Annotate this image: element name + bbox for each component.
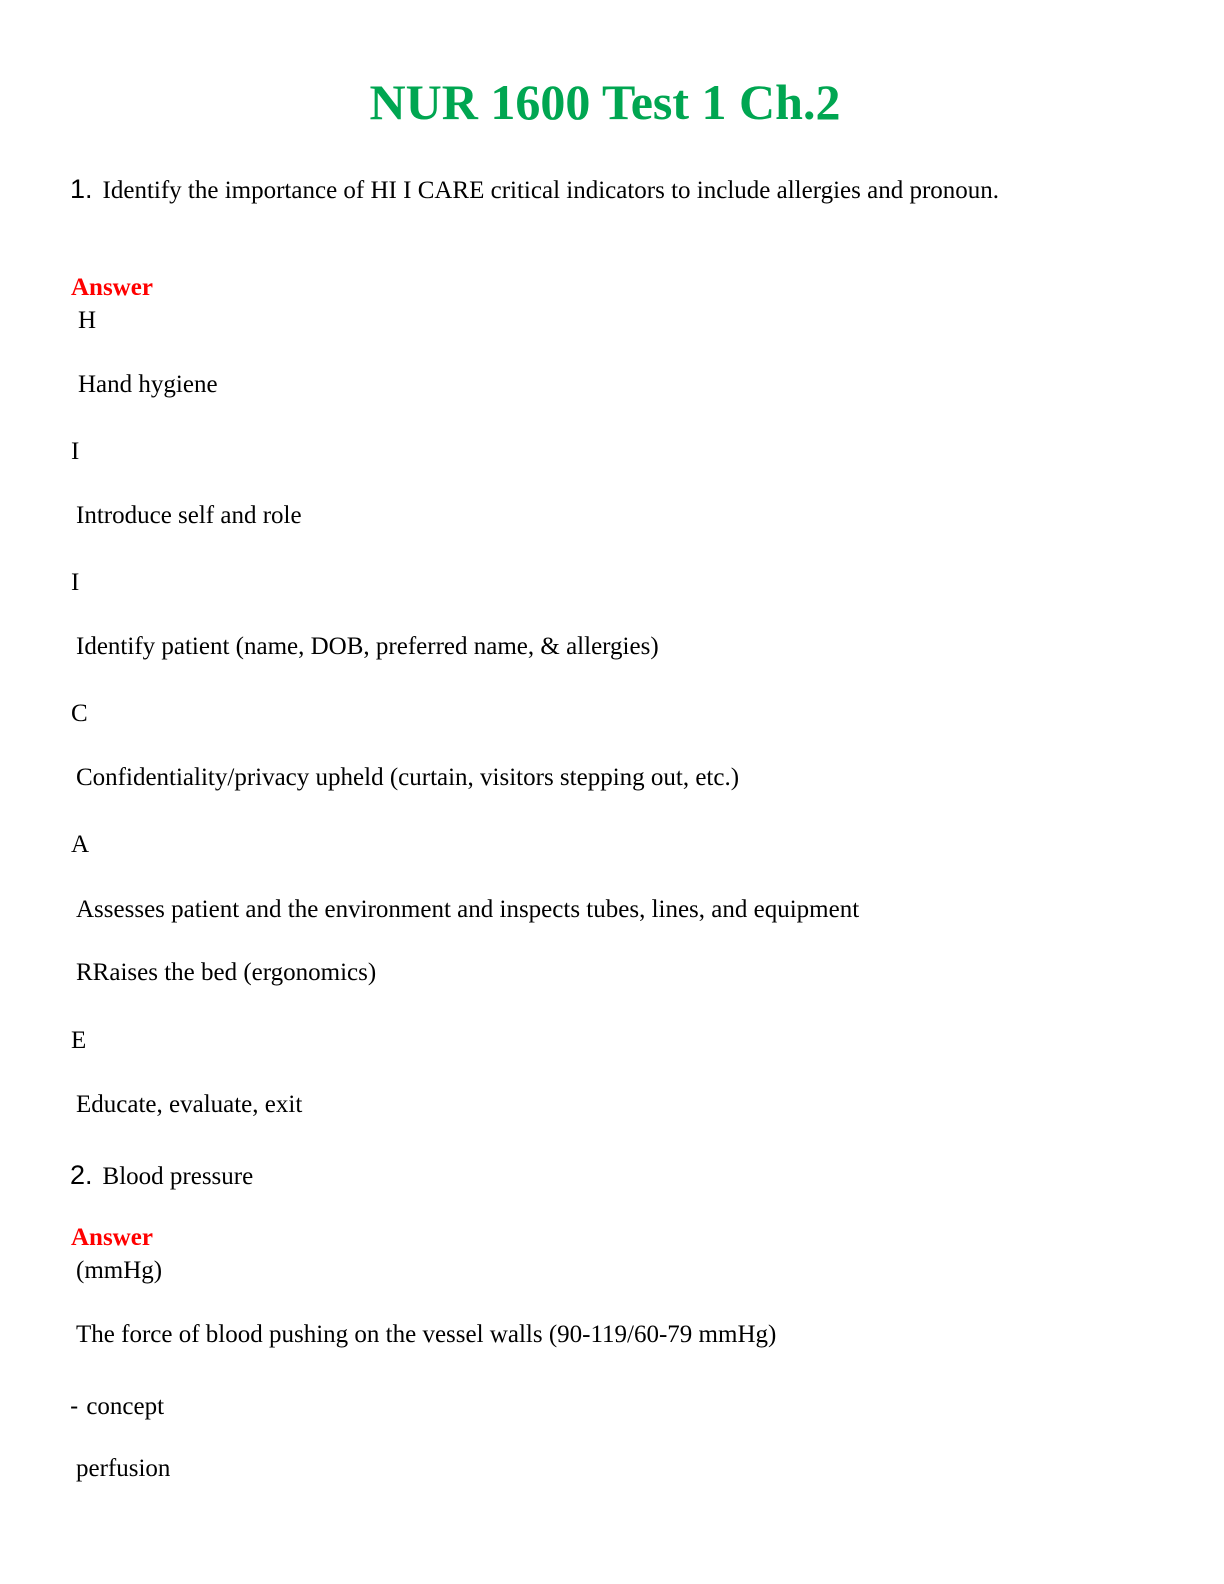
answer-line: Educate, evaluate, exit	[76, 1091, 303, 1118]
answer-line: A	[71, 831, 90, 858]
answer-line: Assesses patient and the environment and inspects tubes, lines, and equipment	[76, 896, 860, 923]
answer-line: H	[78, 307, 97, 334]
question-text: Blood pressure	[102, 1163, 254, 1190]
answer-line: RRaises the bed (ergonomics)	[76, 959, 377, 986]
answer-line: Identify patient (name, DOB, preferred name, & allergies)	[76, 633, 659, 660]
answer-line: Hand hygiene	[78, 371, 218, 398]
question-number: 1.	[70, 174, 93, 204]
answer-line: The force of blood pushing on the vessel walls (90-119/60-79 mmHg)	[76, 1321, 777, 1348]
answer-label: Answer	[71, 1224, 153, 1251]
dash-item	[70, 1391, 164, 1422]
page-title: NUR 1600 Test 1 Ch.2	[369, 74, 841, 130]
answer-line: E	[71, 1027, 87, 1054]
answer-label: Answer	[71, 274, 153, 301]
dash-bullet: -	[70, 1392, 79, 1420]
answer-line: I	[71, 569, 80, 596]
question-1	[70, 174, 999, 206]
answer-line: Introduce self and role	[76, 502, 302, 529]
answer-line: C	[71, 700, 88, 727]
answer-line: Confidentiality/privacy upheld (curtain, visitors stepping out, etc.)	[76, 764, 740, 791]
answer-line: perfusion	[76, 1455, 171, 1482]
answer-line: I	[71, 438, 80, 465]
dash-item-text: concept	[86, 1393, 165, 1420]
question-2	[70, 1160, 253, 1192]
question-text: Identify the importance of HI I CARE critical indicators to include allergies and pronoun.	[102, 177, 1000, 204]
answer-line: (mmHg)	[76, 1257, 163, 1284]
question-number: 2.	[70, 1160, 93, 1190]
